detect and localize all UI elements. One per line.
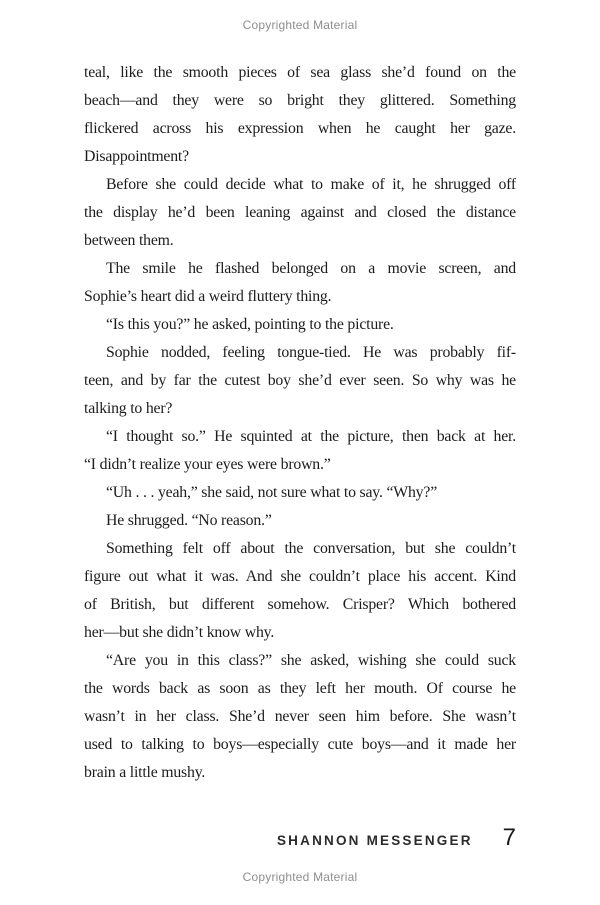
text-line: figure out what it was. And she couldn’t place his accent. Kind bbox=[84, 568, 516, 585]
text-line: Before she could decide what to make of it, he shrugged off bbox=[106, 176, 516, 193]
body-text bbox=[84, 59, 516, 787]
text-line: talking to her? bbox=[84, 400, 173, 417]
text-line: wasn’t in her class. She’d never seen him before. She wasn’t bbox=[84, 708, 516, 725]
page-footer bbox=[277, 824, 516, 852]
text-line: teen, and by far the cutest boy she’d ever seen. So why was he bbox=[84, 372, 516, 389]
text-line: The smile he flashed belonged on a movie screen, and bbox=[106, 260, 516, 277]
text-line: between them. bbox=[84, 232, 174, 249]
text-line: “Uh . . . yeah,” she said, not sure what to say. “Why?” bbox=[106, 484, 438, 501]
page-number: 7 bbox=[502, 824, 516, 851]
author-name: SHANNON MESSENGER bbox=[276, 833, 473, 848]
text-line: Sophie’s heart did a weird fluttery thing. bbox=[84, 288, 332, 305]
text-line: “I thought so.” He squinted at the picture, then back at her. bbox=[106, 428, 516, 445]
text-line: beach—and they were so bright they glittered. Something bbox=[84, 92, 516, 109]
text-line: of British, but different somehow. Crisper? Which bothered bbox=[84, 596, 516, 613]
text-line: “I didn’t realize your eyes were brown.” bbox=[84, 456, 331, 473]
copyright-notice-bottom: Copyrighted Material bbox=[242, 870, 358, 884]
text-line: used to talking to boys—especially cute boys—and it made her bbox=[84, 736, 516, 753]
text-line: flickered across his expression when he caught her gaze. bbox=[84, 120, 516, 137]
text-line: her—but she didn’t know why. bbox=[84, 624, 275, 641]
text-line: brain a little mushy. bbox=[84, 764, 206, 781]
text-line: He shrugged. “No reason.” bbox=[106, 512, 272, 529]
text-line: Sophie nodded, feeling tongue-tied. He was probably fif- bbox=[106, 344, 516, 361]
text-line: Something felt off about the conversation, but she couldn’t bbox=[106, 540, 516, 557]
text-line: “Are you in this class?” she asked, wishing she could suck bbox=[106, 652, 516, 669]
text-line: “Is this you?” he asked, pointing to the picture. bbox=[106, 316, 394, 333]
text-line: teal, like the smooth pieces of sea glass she’d found on the bbox=[84, 64, 516, 81]
text-line: the words back as soon as they left her mouth. Of course he bbox=[84, 680, 516, 697]
text-line: the display he’d been leaning against and closed the distance bbox=[84, 204, 516, 221]
text-line: Disappointment? bbox=[84, 148, 189, 165]
copyright-notice-top: Copyrighted Material bbox=[242, 18, 358, 32]
